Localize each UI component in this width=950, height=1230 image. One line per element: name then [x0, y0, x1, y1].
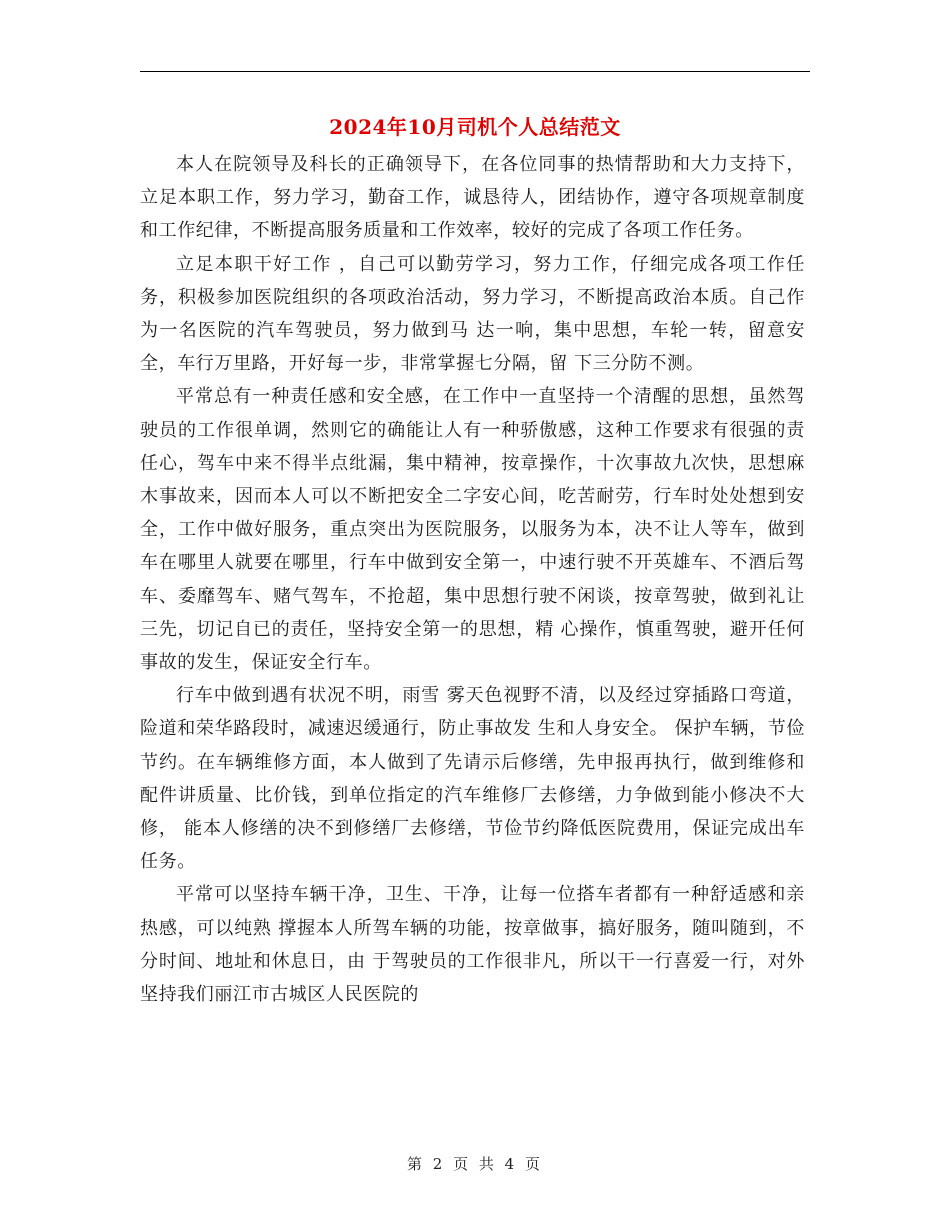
document-title: 2024年10月司机个人总结范文 [329, 115, 621, 139]
header-rule [140, 71, 810, 72]
paragraph-3: 平常总有一种责任感和安全感，在工作中一直坚持一个清醒的思想，虽然驾 驶员的工作很单调，然则它的确能让人有一种骄傲感，这种工作要求有很强的责任心，驾车中来不得半点纰漏，集中精神，按章操作，十次事故九次快，思想麻木事故来，因而本人可以不断把安全二字安心间，吃苦耐劳，行车时处处想到安全，工作中做好服务，重点突出为医院服务，以服务为本，决不让人等车，做到车在哪里人就要在哪里，行车中做到安全第一，中速行驶不开英雄车、不酒后驾车、委靡驾车、赌气驾车，不抢超，集中思想行驶不闲谈，按章驾驶，做到礼让三先，切记自已的责任，坚持安全第一的思想，精 心操作，慎重驾驶，避开任何事故的发生，保证安全行车。 [140, 386, 805, 674]
paragraph-5: 平常可以坚持车辆干净，卫生、干净，让每一位搭车者都有一种舒适感和亲热感，可以纯熟 撑握本人所驾车辆的功能，按章做事，搞好服务，随叫随到，不分时间、地址和休息日，由 于驾驶员的工作很非凡，所以干一行喜爱一行，对外坚持我们丽江市古城区人民医院的 [140, 884, 805, 1006]
document-body [140, 148, 805, 1011]
paragraph-1: 本人在院领导及科长的正确领导下，在各位同事的热情帮助和大力支持下，立足本职工作，努力学习，勤奋工作，诚恳待人，团结协作，遵守各项规章制度和工作纪律，不断提高服务质量和工作效率，较好的完成了各项工作任务。 [140, 154, 805, 242]
paragraph-2: 立足本职干好工作 ，自己可以勤劳学习，努力工作，仔细完成各项工作任务，积极参加医院组织的各项政治活动，努力学习，不断提高政治本质。自己作为一名医院的汽车驾驶员，努力做到马 达一响，集中思想，车轮一转，留意安全，车行万里路，开好每一步，非常掌握七分隔，留 下三分防不测。 [140, 253, 805, 375]
page-number: 第 2 页 共 4 页 [407, 1155, 543, 1173]
paragraph-4: 行车中做到遇有状况不明，雨雪 雾天色视野不清，以及经过穿插路口弯道，险道和荣华路段时，减速迟缓通行，防止事故发 生和人身安全。 保护车辆，节俭节约。在车辆维修方面，本人做到了先请示后修缮，先申报再执行，做到维修和配件讲质量、比价钱，到单位指定的汽车维修厂去修缮，力争做到能小修决不大修， 能本人修缮的决不到修缮厂去修缮，节俭节约降低医院费用，保证完成出车任务。 [140, 685, 805, 873]
